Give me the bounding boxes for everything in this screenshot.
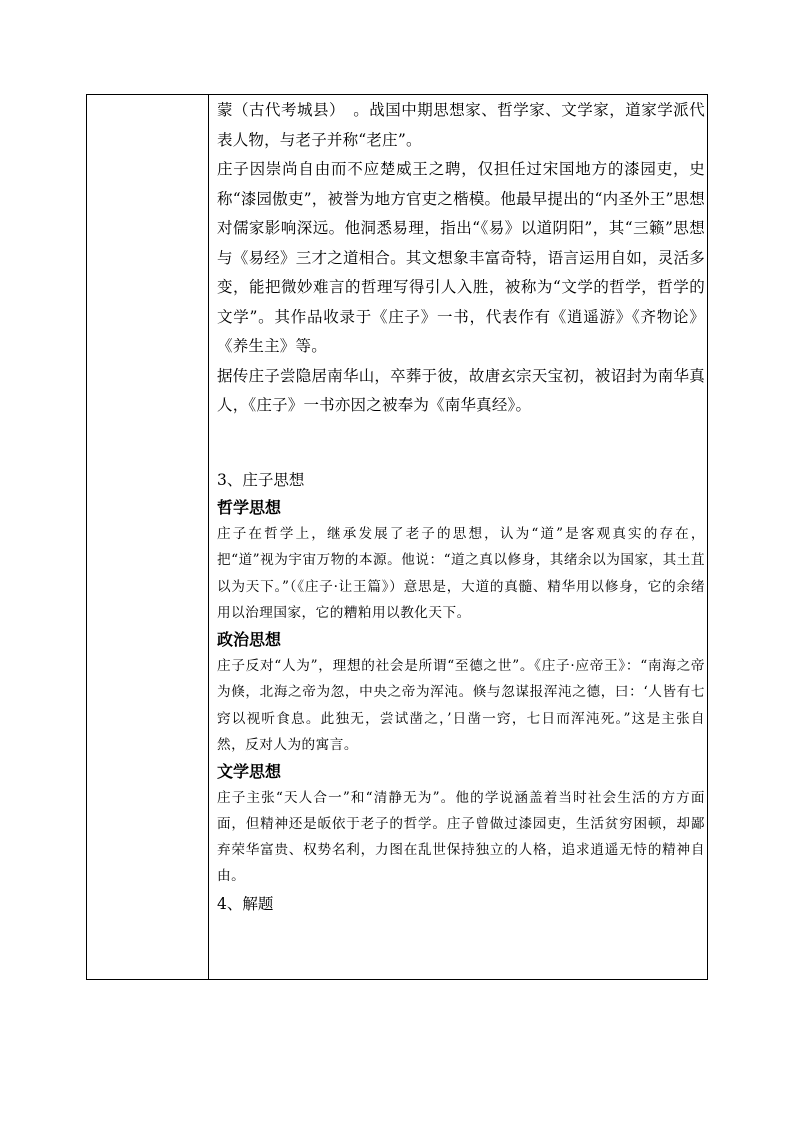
literature-heading: 文学思想 — [217, 761, 282, 781]
section-3-title: 3、庄子思想 — [217, 470, 305, 489]
philosophy-text: 庄子在哲学上，继承发展了老子的思想，认为“道”是客观真实的存在，把“道”视为宇宙万物的本源。他说：“道之真以修身，其绪余以为国家，其土苴以为天下。”（《庄子·让王篇》）意思是，大道的真髓、精华用以修身，它的余绪用以治理国家，它的糟粕用以教化天下。 — [217, 525, 705, 621]
literature-text: 庄子主张“天人合一”和“清静无为”。他的学说涵盖着当时社会生活的方方面面，但精神还是皈依于老子的哲学。庄子曾做过漆园吏，生活贫穷困顿，却鄙弃荣华富贵、权势名利，力图在乱世保持独立的人格，追求逍遥无恃的精神自由。 — [217, 789, 705, 885]
philosophy-heading: 哲学思想 — [217, 497, 282, 517]
politics-heading: 政治思想 — [217, 629, 282, 649]
politics-text: 庄子反对“人为”，理想的社会是所谓“至德之世”。《庄子·应帝王》：“南海之帝为倏，北海之帝为忽，中央之帝为浑沌。倏与忽谋报浑沌之德，曰：‘人皆有七窍以视听食息。此独无，尝试凿之，’日凿一窍，七日而浑沌死。”这是主张自然，反对人为的寓言。 — [217, 657, 705, 753]
intro-paragraph-3: 据传庄子尝隐居南华山，卒葬于彼，故唐玄宗天宝初，被诏封为南华真人，《庄子》一书亦因之被奉为《南华真经》。 — [217, 366, 705, 414]
intro-paragraph-2: 庄子因崇尚自由而不应楚威王之聘，仅担任过宋国地方的漆园吏，史称“漆园傲吏”，被誉为地方官吏之楷模。他最早提出的“内圣外王”思想对儒家影响深远。他洞悉易理，指出“《易》以道阴阳”，其“三籁”思想与《易经》三才之道相合。其文想象丰富奇特，语言运用自如，灵活多变，能把微妙难言的哲理写得引人入胜，被称为“文学的哲学，哲学的文学”。其作品收录于《庄子》一书，代表作有《逍遥游》《齐物论》《养生主》等。 — [217, 160, 705, 355]
table-right-cell — [217, 95, 705, 919]
section-4-title: 4、解题 — [217, 895, 274, 914]
spacer — [217, 421, 705, 465]
table-column-divider — [208, 95, 209, 979]
intro-paragraph-1: 蒙（古代考城县） 。战国中期思想家、哲学家、文学家，道家学派代表人物，与老子并称“老庄”。 — [217, 101, 705, 149]
content-table — [86, 94, 708, 980]
